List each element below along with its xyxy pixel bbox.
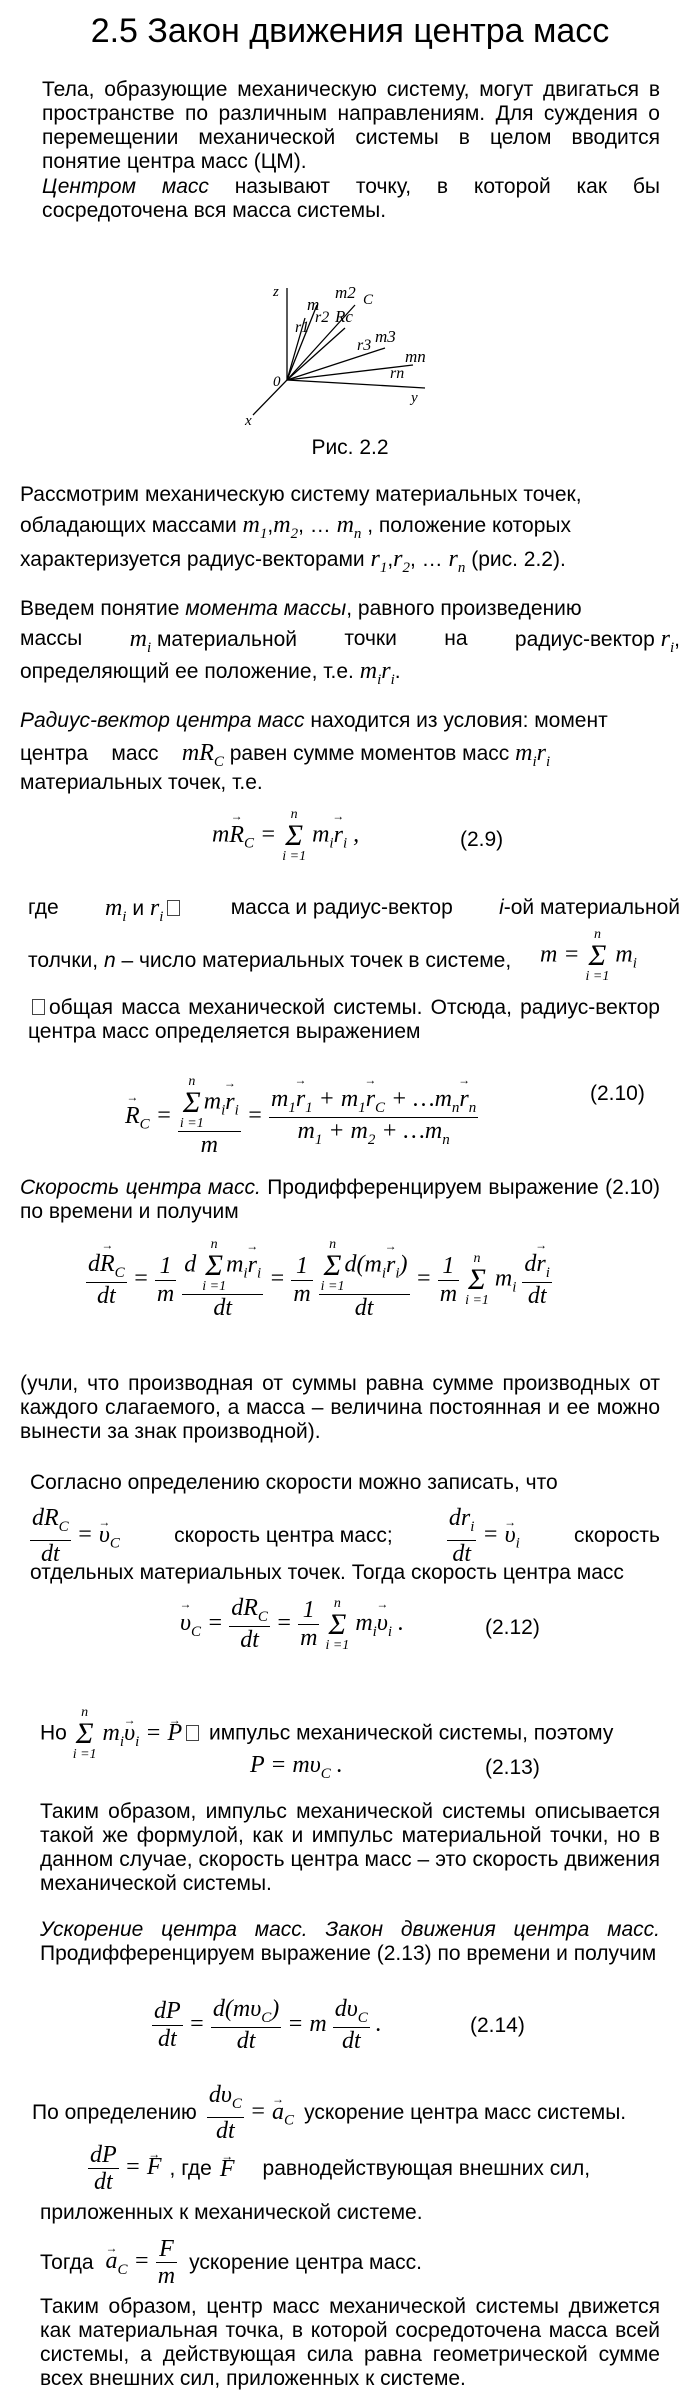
p5-line3: материальных точек, т.е. [20, 771, 263, 794]
p13-line: По определению $\frac{d\upsilon_C}{dt}$ = → $a_C$ ускорение центра масс системы. [32, 2082, 626, 2144]
origin-label: 0 [273, 374, 281, 390]
paragraph-acceleration: Ускорение центра масс. Закон движения центра масс. Продифференцируем выражение (2.13) по времени и получим [40, 1918, 660, 1965]
term-center-of-mass: Центром масс [42, 175, 209, 198]
paragraph-note: (учли, что производная от суммы равна сумме производных от каждого слагаемого, а масса – величина постоянная и ее можно вынести за знак производной). [20, 1372, 660, 1443]
label-r1: r1 [295, 319, 310, 336]
p6-line3: общая масса механической системы. Отсюда, радиус-вектор центра масс определяется выражением [28, 996, 660, 1043]
p6-line1: где $m_i$ и $r_i$ масса и радиус-вектор i-ой материальной [28, 895, 680, 925]
label-rc: Rc [335, 307, 353, 326]
equation-2-9: $m\to R_C$ = n Σ i =1 $m_i\to r_i$ , [212, 808, 359, 864]
equation-2-14: $\frac{dP}{dt}$ = $\frac{d(m\upsilon_C)}{dt}$ = m $\frac{d\upsilon_C}{dt}$ . [154, 1996, 382, 2054]
p9-line1: Согласно определению скорости можно записать, что [30, 1471, 558, 1494]
p4-line2: массы $m_i$ материальной точки на радиус-вектор $r_i$, [20, 626, 680, 656]
axis-label-x: x [245, 413, 252, 429]
label-c: C [363, 292, 374, 308]
p4-line3: определяющий ее положение, т.е. $m_ir_i$. [20, 658, 401, 688]
label-m3: m3 [375, 327, 396, 346]
p5-line2: центра масс $mR_C$ равен сумме моментов масс $m_ir_i$ [20, 740, 551, 770]
p3-line2: обладающих массами $m_1,m_2$, … $m_n$ , положение которых [20, 512, 572, 542]
equation-number-2-13: (2.13) [485, 1756, 540, 1779]
figure-2-2 [235, 270, 465, 430]
p3-line3: характеризуется радиус-векторами $r_1,r_2$, … $r_n$ (рис. 2.2). [20, 546, 566, 576]
p9-line3: отдельных материальных точек. Тогда скорость центра масс [30, 1561, 624, 1584]
p14-line2: приложенных к механической системе. [40, 2201, 423, 2224]
equation-number-2-10: (2.10) [590, 1082, 645, 1105]
label-m: m [307, 295, 320, 314]
p10-line1: Но n Σ i =1 $m_i\to \upsilon_i$ = → P импульс механической системы, поэтому [40, 1706, 613, 1762]
label-r3: r3 [357, 337, 372, 354]
p3-line1: Рассмотрим механическую систему материальных точек, [20, 483, 582, 506]
equation-2-13: $P = m\upsilon_C$ . [250, 1752, 343, 1782]
equation-2-10: → $R_C$ = n Σ i =1 $m_i\to r_i$ m = $\frac{m_1\to r_1 + m_1\to r_C + \dots m_n\to r_n}{m_1 + m_2 + \dots m_n}$ [125, 1075, 478, 1159]
figure-caption: Рис. 2.2 [311, 436, 389, 459]
p9-line2: $\frac{dR_C}{dt}$ = → $\upsilon_C$ скорость центра масс; $\frac{dr_i}{dt}$ = → $\upsilon_i$ скорость [30, 1505, 660, 1567]
paragraph-conclusion: Таким образом, центр масс механической системы движется как материальная точка, в которой сосредоточена масса всей системы, а действующая сила равна геометрической сумме всех внешних сил, приложенных к системе. [40, 2295, 660, 2390]
equation-number-2-12: (2.12) [485, 1616, 540, 1639]
p5-line1: Радиус-вектор центра масс находится из условия: момент [20, 709, 608, 732]
equation-number-2-9: (2.9) [460, 828, 504, 851]
p15-line: Тогда → $a_C$ = $\frac{F}{m}$ ускорение центра масс. [40, 2236, 422, 2289]
equation-total-mass: m = n Σ i =1 $m_i$ [540, 927, 637, 984]
axis-label-z: z [273, 284, 279, 300]
p4-line1: Введем понятие момента массы, равного произведению [20, 597, 582, 620]
label-r2: r2 [315, 309, 330, 326]
paragraph-intro: Тела, образующие механическую систему, могут двигаться в пространстве по различным направлениям. Для суждения о перемещении механической системы в целом вводится понятие центра масс (ЦМ). [42, 78, 660, 173]
p14-line1: $\frac{dP}{dt}$ = → F , где → F равнодействующая внешних сил, [88, 2142, 590, 2195]
equation-number-2-14: (2.14) [470, 2014, 525, 2037]
page-title: 2.5 Закон движения центра масс [90, 12, 610, 50]
paragraph-momentum: Таким образом, импульс механической системы описывается такой же формулой, как и импульс материальной точки, но в данном случае, скорость центра масс – это скорость движения механической системы. [40, 1800, 660, 1895]
equation-velocity-derivation: $\frac{d\to R_C}{dt}$ = $\frac{1}{m}$ d n Σ i =1 $m_i\to r_i$ dt = $\frac{1}{m}$ n Σ i =1 $d(m_i\to r_i)$ dt = $\frac{1}{m}$ n Σ i =1 $m_i$ $\frac{d\to r_i}{dt}$ [86, 1238, 552, 1322]
label-mn: mn [405, 347, 426, 366]
paragraph-velocity: Скорость центра масс. Продифференцируем выражение (2.10) по времени и получим [20, 1176, 661, 1223]
paragraph-definition: Центром масс называют точку, в которой как бы сосредоточена вся масса системы. [42, 175, 661, 222]
axis-label-y: y [411, 390, 418, 406]
p6-line2: толчки, n – число материальных точек в системе, [28, 949, 512, 972]
label-rn: rn [390, 365, 405, 382]
equation-2-12: → $\upsilon_C$ = $\frac{dR_C}{dt}$ = $\frac{1}{m}$ n Σ i =1 $m_i\to \upsilon_i$ . [180, 1595, 404, 1654]
label-m2: m2 [335, 283, 356, 302]
